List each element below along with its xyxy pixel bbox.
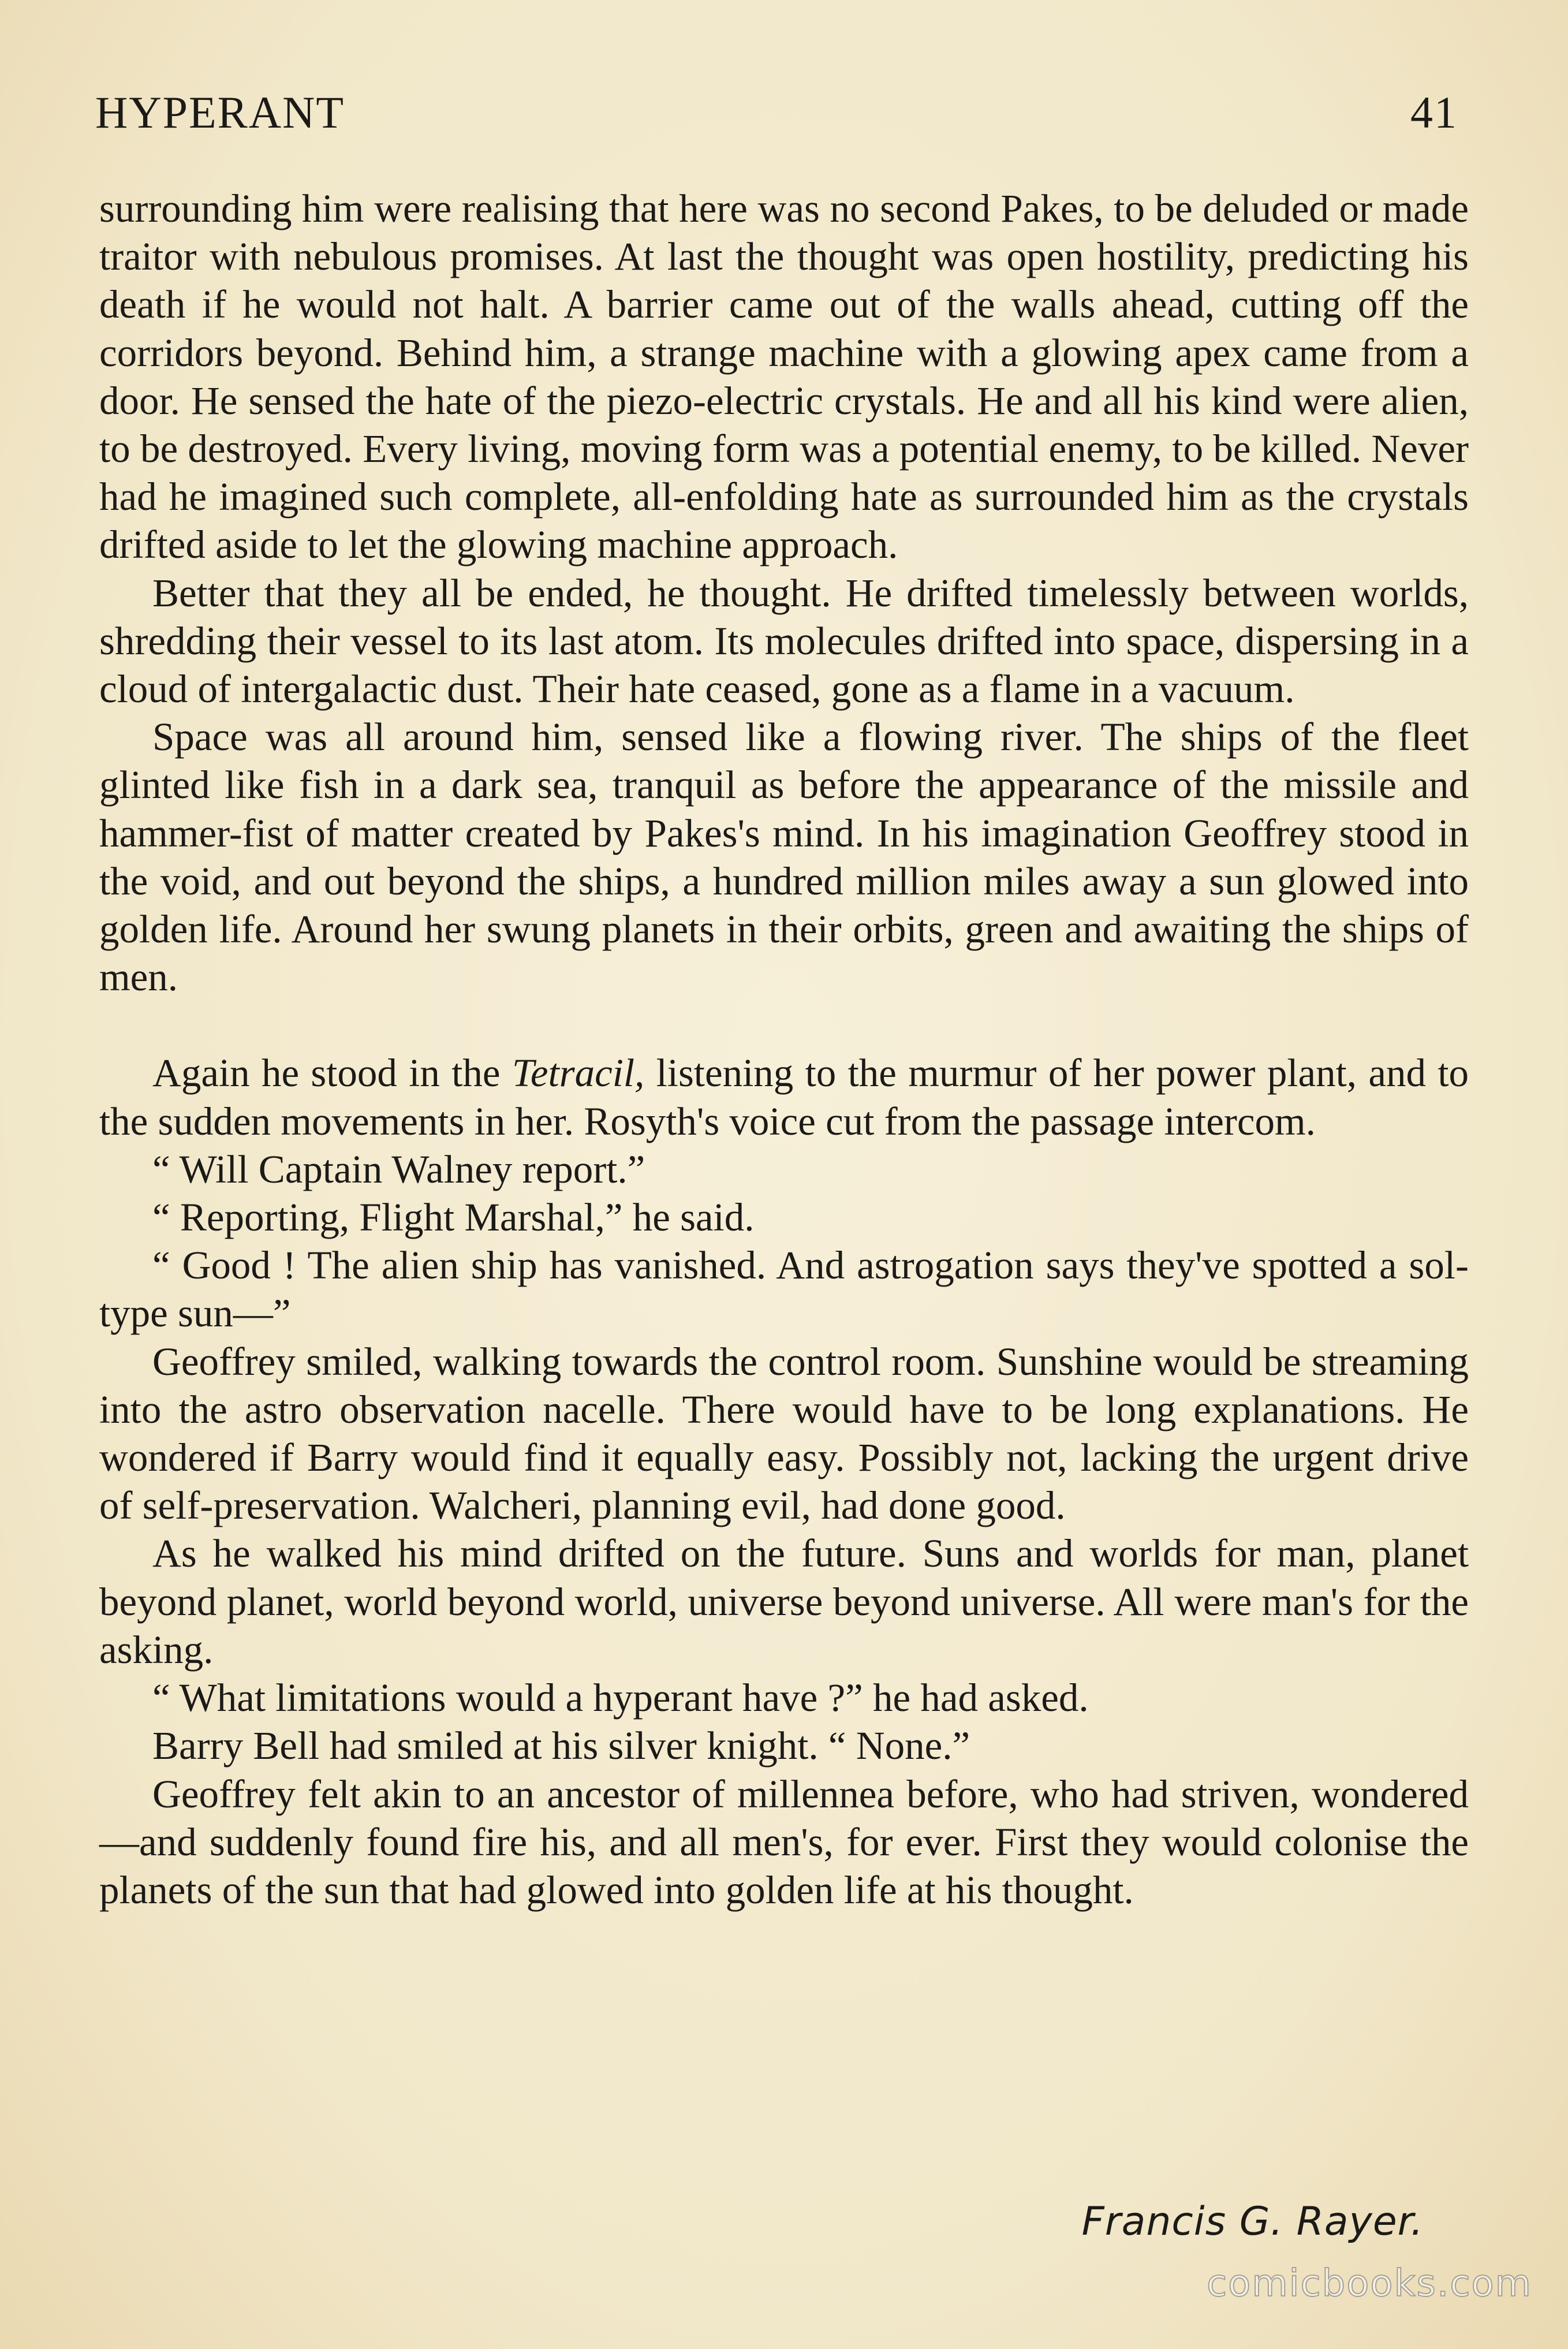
ship-name: Tetracil, <box>512 1051 645 1095</box>
dialogue-paragraph: “ Will Captain Walney report.” <box>152 1147 645 1191</box>
paragraph: Geoffrey smiled, walking towards the control room. Sunshine would be streaming into the astro observation nacelle. There would have to be long explanations. He wondered if Barry would find it equally easy. Possibly not, lacking the urgent drive of self-preservation. Walcheri, planning evil, had done good. <box>99 1339 1469 1528</box>
watermark-text: comicbooks.com <box>1206 2262 1532 2305</box>
paragraph: Better that they all be ended, he thought. He drifted timelessly between worlds, shredding their vessel to its last atom. Its molecules drifted into space, dispersing in a cloud of intergalactic dust. Their hate ceased, gone as a flame in a vacuum. <box>99 571 1469 711</box>
story-text <box>99 185 1469 1914</box>
author-signature: Francis G. Rayer. <box>1081 2199 1424 2244</box>
dialogue-paragraph: “ Reporting, Flight Marshal,” he said. <box>152 1195 755 1240</box>
dialogue-paragraph: “ What limitations would a hyperant have ?” he had asked. <box>152 1676 1089 1720</box>
paragraph: As he walked his mind drifted on the future. Suns and worlds for man, planet beyond planet, world beyond world, universe beyond universe. All were man's for the asking. <box>99 1531 1469 1672</box>
paragraph: Barry Bell had smiled at his silver knight. “ None.” <box>152 1724 970 1768</box>
page-number: 41 <box>1410 87 1458 137</box>
text-run: listening to the murmur of her power plant, and to the sudden movements in her. Rosyth's voice cut from the passage intercom. <box>99 1051 1469 1143</box>
text-run: Again he stood in the <box>152 1051 512 1095</box>
paragraph: Space was all around him, sensed like a flowing river. The ships of the fleet glinted like fish in a dark sea, tranquil as before the appearance of the missile and hammer-fist of matter created by Pakes's mind. In his imagination Geoffrey stood in the void, and out beyond the ships, a hundred million miles away a sun glowed into golden life. Around her swung planets in their orbits, green and awaiting the ships of men. <box>99 715 1469 1000</box>
running-head <box>95 87 1458 144</box>
paragraph-continued: surrounding him were realising that here was no second Pakes, to be deluded or made traitor with nebulous promises. At last the thought was open hostility, predicting his death if he would not halt. A barrier came out of the walls ahead, cutting off the corridors beyond. Behind him, a strange machine with a glowing apex came from a door. He sensed the hate of the piezo-electric crystals. He and all his kind were alien, to be destroyed. Every living, moving form was a potential enemy, to be killed. Never had he imagined such complete, all-enfolding hate as surrounded him as the crystals drifted aside to let the glowing machine approach. <box>99 187 1469 567</box>
paragraph: Geoffrey felt akin to an ancestor of millennea before, who had striven, wondered—and suddenly found fire his, and all men's, for ever. First they would colonise the planets of the sun that had glowed into golden life at his thought. <box>99 1772 1469 1912</box>
paragraph-section-start <box>99 1049 1469 1145</box>
running-title: HYPERANT <box>95 87 345 137</box>
dialogue-paragraph: “ Good ! The alien ship has vanished. And astrogation says they've spotted a sol-type sun—” <box>99 1243 1469 1336</box>
